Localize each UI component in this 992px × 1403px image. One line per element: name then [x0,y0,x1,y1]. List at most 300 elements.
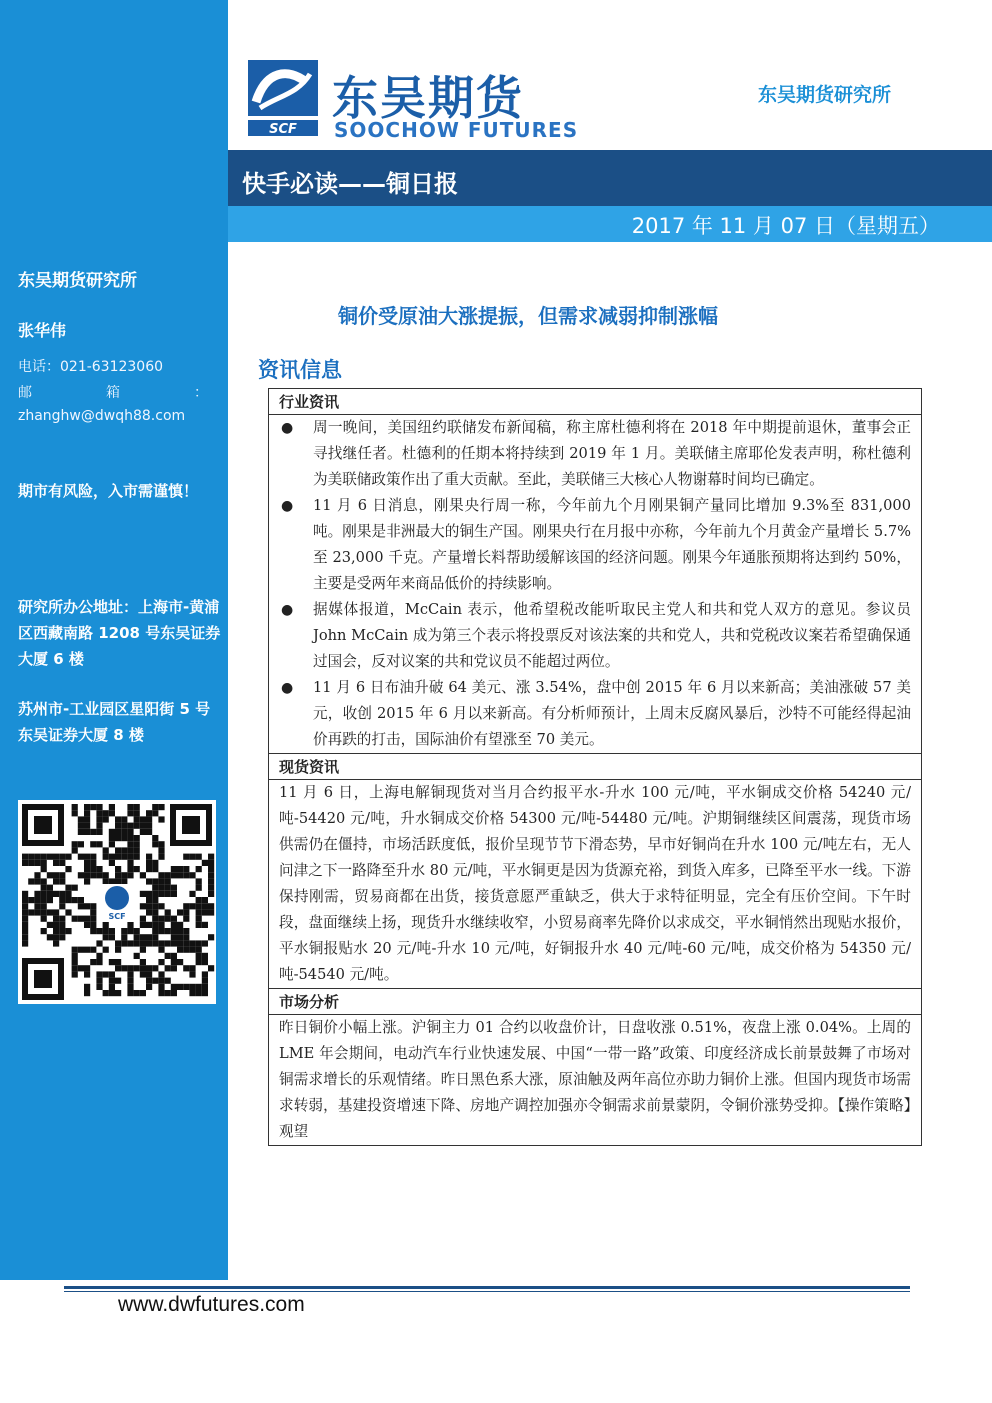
qr-module [134,835,140,841]
qr-module [152,909,158,915]
qr-module [152,978,158,984]
qr-module [84,810,90,816]
qr-module [78,872,84,878]
qr-module [183,854,189,860]
qr-module [152,810,158,816]
qr-module [158,922,164,928]
qr-module [152,835,158,841]
soochow-logo-icon [248,60,322,138]
qr-module [72,971,78,977]
qr-module [84,854,90,860]
qr-module [96,816,102,822]
qr-module [140,916,146,922]
report-title: 快手必读——铜日报 [242,170,458,198]
qr-module [165,878,171,884]
qr-module [196,940,202,946]
qr-module [115,835,121,841]
qr-module [127,810,133,816]
qr-module [28,909,34,915]
qr-module [165,965,171,971]
qr-module [90,872,96,878]
qr-module [109,860,115,866]
qr-module [158,804,164,810]
mail-label-char: 箱 [106,385,120,401]
qr-module [196,885,202,891]
qr-module [165,885,171,891]
qr-module [171,984,177,990]
qr-module [103,928,109,934]
qr-module [109,978,115,984]
qr-module [134,940,140,946]
qr-module [202,909,208,915]
qr-module [183,947,189,953]
qr-module [158,885,164,891]
qr-module [165,940,171,946]
qr-module [152,878,158,884]
footer-divider [64,1286,910,1289]
qr-module [41,866,47,872]
qr-code [18,800,216,1004]
qr-module [59,922,65,928]
qr-module [208,854,214,860]
qr-module [177,959,183,965]
qr-module [183,984,189,990]
qr-module [90,829,96,835]
qr-module [78,816,84,822]
date-bar [228,206,992,242]
spot-news-text: 11 月 6 日，上海电解铜现货对当月合约报平水-升水 100 元/吨，平水铜成交价格 54240 元/吨-54420 元/吨，升水铜成交价格 54300 元/吨-54480 元/吨。沪期铜继续区间震荡，现货市场供需仍在僵持，市场活跃度低，报价呈现节节下滑态势，早市好铜尚在升水 100 元/吨左右，无人问津之下一路降至升水 80 元/吨，平水铜更是因为货源充裕，到货入库多，已降至平水一线。下游保持刚需，贸易商都在出货，接货意愿严重缺乏，供大于求特征明显，完全有压价空间。下午时段，盘面继续上扬，现货升水继续收窄，小贸易商率先降价以求成交，平水铜悄然出现贴水报价，平水铜报贴水 20 元/吨-升水 10 元/吨，好铜报升水 40 元/吨-60 元/吨，成交价格为 54350 元/吨-54540 元/吨。 [279,784,911,983]
qr-module [171,990,177,996]
qr-module [47,891,53,897]
qr-module [121,847,127,853]
qr-module [208,934,214,940]
qr-module [152,866,158,872]
qr-module [22,940,28,946]
qr-module [171,891,177,897]
qr-module [208,903,214,909]
qr-module [72,841,78,847]
qr-module [109,990,115,996]
qr-module [78,854,84,860]
qr-module [59,903,65,909]
qr-module [146,878,152,884]
qr-module [90,804,96,810]
bullet-icon: ● [281,680,294,696]
list-item [269,493,921,597]
qr-module [171,916,177,922]
qr-module [84,804,90,810]
qr-module [152,841,158,847]
qr-module [127,872,133,878]
qr-module [134,841,140,847]
qr-module [165,872,171,878]
qr-module [189,971,195,977]
qr-module [22,903,28,909]
qr-module [158,940,164,946]
header-institute: 东吴期货研究所 [758,84,892,106]
qr-module [84,816,90,822]
qr-module [158,916,164,922]
qr-module [59,934,65,940]
qr-module [158,872,164,878]
qr-module [146,971,152,977]
qr-module [72,959,78,965]
qr-module [121,940,127,946]
qr-module [171,866,177,872]
qr-module [121,878,127,884]
qr-module [53,891,59,897]
sidebar-institute: 东吴期货研究所 [18,271,137,291]
qr-module [109,829,115,835]
qr-module [22,922,28,928]
qr-module [134,823,140,829]
brand-name-en: SOOCHOW FUTURES [334,118,579,142]
qr-module [78,965,84,971]
qr-module [208,866,214,872]
qr-module [134,965,140,971]
qr-module [152,897,158,903]
qr-module [84,916,90,922]
qr-module [196,959,202,965]
mail-label-char: ： [194,385,208,401]
mail-label-char: 邮 [18,385,32,401]
qr-module [140,823,146,829]
qr-module [28,878,34,884]
qr-module [196,866,202,872]
qr-module [109,841,115,847]
qr-module [72,847,78,853]
qr-module [177,866,183,872]
qr-module [202,922,208,928]
industry-news-section [269,389,921,754]
qr-module [127,835,133,841]
qr-module [115,823,121,829]
qr-module [189,903,195,909]
qr-module [177,934,183,940]
qr-module [196,909,202,915]
qr-module [53,940,59,946]
qr-module [158,854,164,860]
sidebar [0,0,228,1280]
qr-module [196,984,202,990]
company-logo [248,60,588,140]
qr-module [140,947,146,953]
qr-module [109,959,115,965]
qr-module [96,928,102,934]
qr-module [115,854,121,860]
qr-module [72,916,78,922]
risk-warning: 期市有风险，入市需谨慎！ [18,482,199,500]
qr-module [196,922,202,928]
qr-module [165,909,171,915]
qr-module [22,860,28,866]
section-title: 资讯信息 [258,358,342,382]
qr-module [109,928,115,934]
qr-module [96,804,102,810]
qr-module [84,922,90,928]
qr-module [103,847,109,853]
qr-module [59,854,65,860]
qr-module [96,953,102,959]
qr-module [146,816,152,822]
news-item-text: 11 月 6 日消息，刚果央行周一称，今年前九个月刚果铜产量同比增加 9.3%至 831,000 吨。刚果是非洲最大的铜生产国。刚果央行在月报中亦称，今年前九个月黄金产量增长 5.7%至 23,000 千克。产量增长料帮助缓解该国的经济问题。刚果今年通胀预期将达到约 50%，主要是受两年来商品低价的持续影响。 [313,497,911,592]
qr-module [208,965,214,971]
qr-module [127,978,133,984]
qr-module [109,804,115,810]
qr-module [53,922,59,928]
report-title-bar [228,150,992,206]
industry-news-list [269,415,921,753]
qr-module [109,984,115,990]
qr-module [134,847,140,853]
qr-module [22,928,28,934]
qr-module [146,965,152,971]
qr-module [134,854,140,860]
qr-module [72,804,78,810]
qr-module [65,928,71,934]
qr-module [146,922,152,928]
qr-module [208,891,214,897]
qr-module [121,965,127,971]
qr-module [152,885,158,891]
qr-module [171,940,177,946]
qr-module [140,940,146,946]
qr-module [202,940,208,946]
qr-module [121,835,127,841]
qr-module [22,916,28,922]
qr-module [189,891,195,897]
qr-module [140,829,146,835]
qr-module [65,897,71,903]
qr-module [183,934,189,940]
qr-module [208,872,214,878]
qr-module [103,922,109,928]
qr-module [121,823,127,829]
brand-name-cn: 东吴期货 [332,71,524,125]
qr-module [146,984,152,990]
qr-module [90,916,96,922]
qr-module [109,810,115,816]
bullet-icon: ● [281,420,294,436]
qr-module [189,984,195,990]
qr-module [177,909,183,915]
qr-module [134,990,140,996]
qr-module [34,891,40,897]
qr-module [158,878,164,884]
qr-module [53,934,59,940]
qr-module [78,829,84,835]
qr-module [22,854,28,860]
qr-module [47,897,53,903]
qr-module [34,909,40,915]
qr-module [208,878,214,884]
qr-module [84,947,90,953]
qr-module [171,872,177,878]
news-table [268,388,922,1146]
qr-module [84,866,90,872]
qr-module [140,816,146,822]
qr-module [84,829,90,835]
qr-module [202,953,208,959]
qr-module [103,816,109,822]
qr-module [28,860,34,866]
qr-module [78,841,84,847]
qr-module [189,872,195,878]
report-date: 2017 年 11 月 07 日（星期五） [631,214,940,238]
qr-module [165,928,171,934]
qr-module [134,804,140,810]
qr-module [146,829,152,835]
qr-module [121,816,127,822]
qr-module [41,878,47,884]
qr-module [59,891,65,897]
qr-module [140,971,146,977]
qr-module [78,947,84,953]
qr-module [208,885,214,891]
qr-module [140,872,146,878]
news-item-text: 11 月 6 日布油升破 64 美元、涨 3.54%，盘中创 2015 年 6 月以来新高；美油涨破 57 美元，收创 2015 年 6 月以来新高。有分析师预计，上周末反腐风暴后，沙特不可能经得起油价再跌的打击，国际油价有望涨至 70 美元。 [313,679,911,748]
spot-news-section [269,754,921,989]
qr-module [146,860,152,866]
qr-module [34,878,40,884]
qr-module [47,872,53,878]
qr-module [109,934,115,940]
qr-module [96,959,102,965]
qr-module [196,903,202,909]
office-address-suzhou: 苏州市-工业园区星阳街 5 号东吴证券大厦 8 楼 [18,700,211,744]
qr-module [53,909,59,915]
qr-module [115,872,121,878]
qr-module [202,978,208,984]
qr-module [177,940,183,946]
qr-module [96,978,102,984]
qr-module [158,841,164,847]
qr-module [41,916,47,922]
qr-module [47,934,53,940]
qr-module [152,916,158,922]
qr-module [196,878,202,884]
qr-module [121,928,127,934]
qr-module [146,978,152,984]
qr-module [165,990,171,996]
qr-module [59,860,65,866]
qr-module [158,978,164,984]
qr-module [90,854,96,860]
qr-module [84,984,90,990]
qr-module [171,959,177,965]
list-item [269,597,921,675]
qr-module [34,854,40,860]
qr-module [152,922,158,928]
qr-module [127,922,133,928]
footer-website-link[interactable]: www.dwfutures.com [118,1293,305,1316]
qr-module [152,940,158,946]
qr-module [96,841,102,847]
qr-module [140,965,146,971]
qr-module [96,823,102,829]
qr-module [152,965,158,971]
qr-module [84,860,90,866]
qr-module [127,928,133,934]
qr-module [28,897,34,903]
qr-module [171,953,177,959]
qr-module [22,934,28,940]
qr-module [115,959,121,965]
qr-module [96,872,102,878]
qr-module [183,928,189,934]
qr-module [165,891,171,897]
industry-news-header: 行业资讯 [269,389,921,415]
qr-module [90,909,96,915]
qr-module [65,909,71,915]
qr-module [134,928,140,934]
qr-module [65,885,71,891]
qr-module [196,916,202,922]
qr-module [34,860,40,866]
qr-module [146,903,152,909]
qr-module [115,878,121,884]
qr-module [140,891,146,897]
qr-module [115,965,121,971]
contact-email[interactable]: zhanghw@dwqh88.com [18,408,186,424]
contact-mail-label [18,382,208,402]
qr-module [146,866,152,872]
qr-module [189,947,195,953]
qr-module [84,872,90,878]
qr-module [189,965,195,971]
qr-module [158,816,164,822]
qr-module [202,971,208,977]
qr-module [134,810,140,816]
qr-module [134,866,140,872]
qr-module [146,934,152,940]
qr-module [72,810,78,816]
news-item-text: 周一晚间，美国纽约联储发布新闻稿，称主席杜德利将在 2018 年中期提前退休，董事会正寻找继任者。杜德利的任期本将持续到 2019 年 1 月。美联储主席耶伦发表声明，称杜德利为美联储政策作出了重大贡献。至此，美联储三大核心人物谢幕时间均已确定。 [313,419,911,488]
qr-module [165,916,171,922]
qr-module [53,872,59,878]
qr-module [47,909,53,915]
qr-module [183,965,189,971]
qr-module [65,891,71,897]
qr-module [59,878,65,884]
qr-module [90,959,96,965]
qr-module [171,885,177,891]
qr-module [152,804,158,810]
qr-module [134,934,140,940]
qr-module [59,916,65,922]
logo-initials: SCF [269,122,297,137]
qr-module [158,990,164,996]
qr-module [115,847,121,853]
qr-module [171,922,177,928]
qr-module [41,897,47,903]
qr-module [115,947,121,953]
qr-module [53,878,59,884]
qr-module [146,854,152,860]
qr-module [196,953,202,959]
footer-divider-thin [64,1291,910,1292]
qr-module [115,829,121,835]
qr-module [103,947,109,953]
qr-module [158,847,164,853]
qr-module [177,984,183,990]
qr-module [127,971,133,977]
qr-module [84,878,90,884]
qr-module [127,940,133,946]
qr-module [202,990,208,996]
bullet-icon: ● [281,602,294,618]
qr-module [41,909,47,915]
